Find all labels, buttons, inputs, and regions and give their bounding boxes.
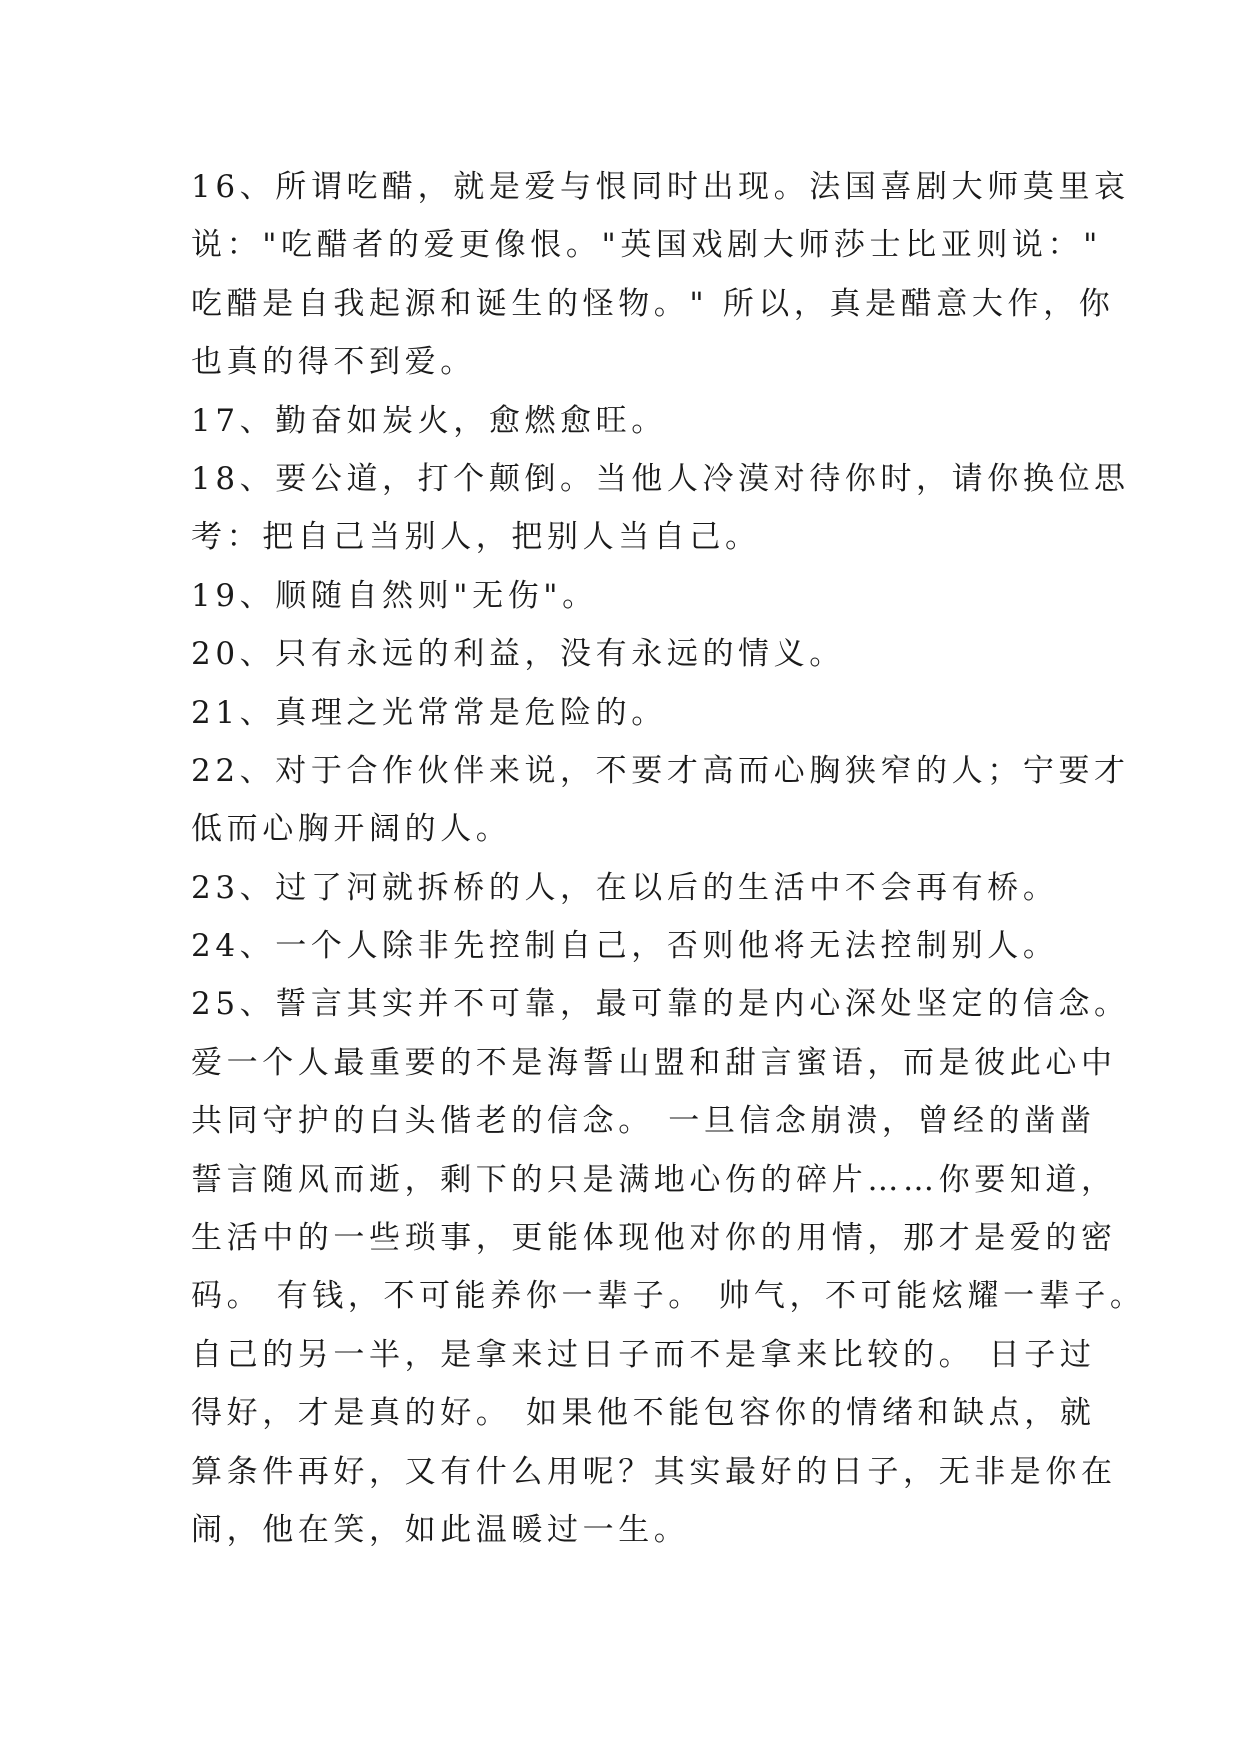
text-line: 19、顺随自然则"无伤"。: [191, 577, 598, 614]
text-line: 得好，才是真的好。 如果他不能包容你的情绪和缺点，就: [191, 1395, 1096, 1432]
text-line: 21、真理之光常常是危险的。: [191, 694, 667, 731]
text-line: 24、一个人除非先控制自己，否则他将无法控制别人。: [191, 928, 1059, 965]
text-line: 考：把自己当别人，把别人当自己。: [191, 519, 761, 556]
text-line: 低而心胸开阔的人。: [191, 811, 512, 848]
text-line: 誓言随风而逝，剩下的只是满地心伤的碎片……你要知道，: [191, 1161, 1117, 1198]
text-line: 说："吃醋者的爱更像恨。"英国戏剧大师莎士比亚则说：": [191, 227, 1102, 264]
document-body: [191, 158, 1146, 1559]
text-line: 17、勤奋如炭火，愈燃愈旺。: [191, 402, 667, 439]
text-line: 自己的另一半，是拿来过日子而不是拿来比较的。 日子过: [191, 1336, 1096, 1373]
text-line: 共同守护的白头偕老的信念。 一旦信念崩溃，曾经的凿凿: [191, 1103, 1096, 1140]
text-line: 爱一个人最重要的不是海誓山盟和甜言蜜语，而是彼此心中: [191, 1044, 1117, 1081]
text-line: 16、所谓吃醋，就是爱与恨同时出现。法国喜剧大师莫里哀: [191, 169, 1130, 205]
text-line: 吃醋是自我起源和诞生的怪物。" 所以，真是醋意大作，你: [191, 285, 1115, 322]
text-line: 算条件再好，又有什么用呢？其实最好的日子，无非是你在: [191, 1453, 1117, 1490]
text-line: 25、誓言其实并不可靠，最可靠的是内心深处坚定的信念。: [191, 986, 1130, 1023]
text-line: 也真的得不到爱。: [191, 344, 476, 381]
text-line: 闹，他在笑，如此温暖过一生。: [191, 1511, 690, 1548]
text-line: 生活中的一些琐事，更能体现他对你的用情，那才是爱的密: [191, 1220, 1117, 1257]
text-line: 18、要公道，打个颠倒。当他人冷漠对待你时，请你换位思: [191, 460, 1130, 497]
text-line: 20、只有永远的利益，没有永远的情义。: [191, 636, 845, 673]
text-line: 22、对于合作伙伴来说，不要才高而心胸狭窄的人；宁要才: [191, 752, 1130, 789]
text-line: 23、过了河就拆桥的人，在以后的生活中不会再有桥。: [191, 869, 1059, 906]
text-line: 码。 有钱，不可能养你一辈子。 帅气，不可能炫耀一辈子。: [191, 1278, 1146, 1315]
